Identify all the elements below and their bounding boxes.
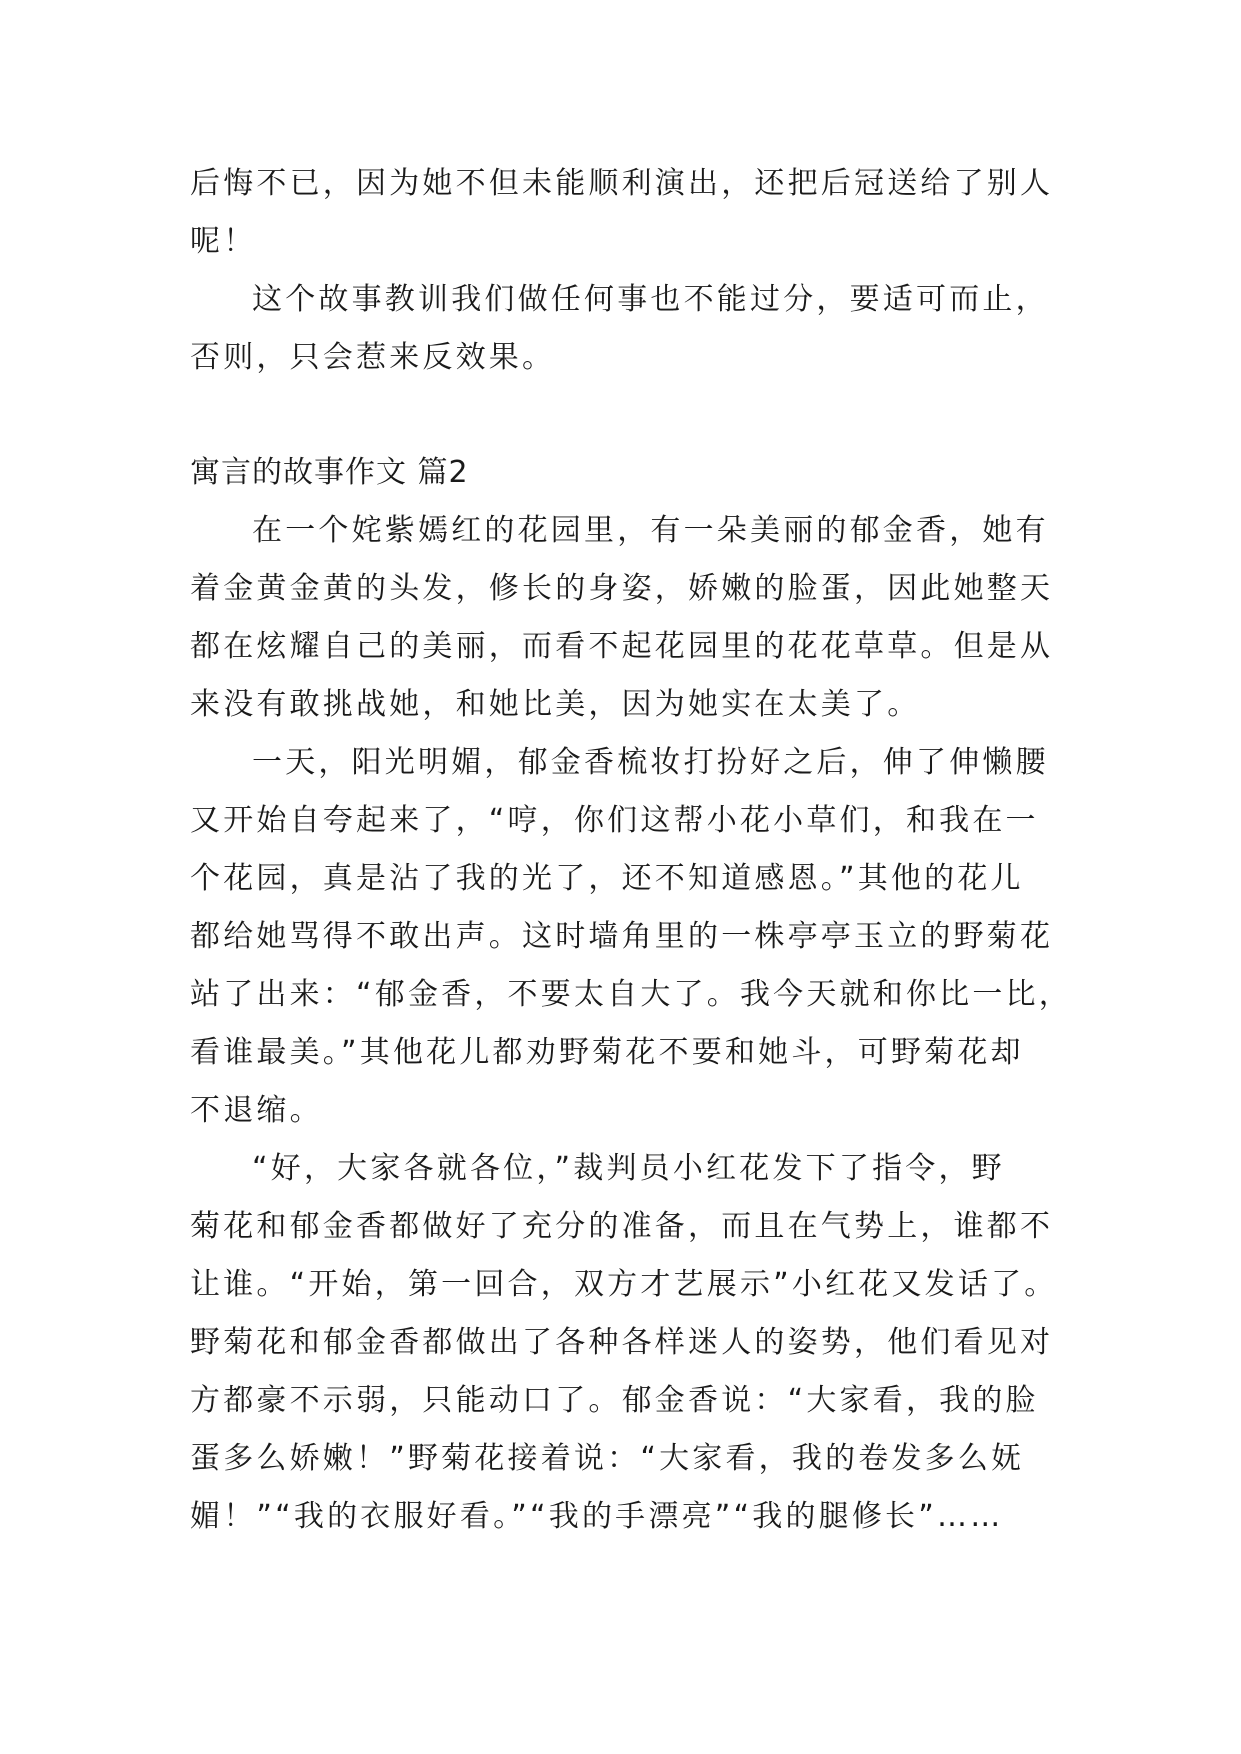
- paragraph-line: 着金黄金黄的头发，修长的身姿，娇嫩的脸蛋，因此她整天: [190, 571, 1054, 606]
- paragraph-line: 都在炫耀自己的美丽，而看不起花园里的花花草草。但是从: [190, 629, 1054, 664]
- paragraph-line: 个花园，真是沾了我的光了，还不知道感恩。”其他的花儿: [190, 861, 1024, 896]
- paragraph-line: 让谁。“开始，第一回合，双方才艺展示”小红花又发话了。: [190, 1267, 1058, 1302]
- paragraph-line: 否则，只会惹来反效果。: [190, 340, 556, 375]
- paragraph-line: 菊花和郁金香都做好了充分的准备，而且在气势上，谁都不: [190, 1209, 1054, 1244]
- paragraph-line: “好，大家各就各位，”裁判员小红花发下了指令，野: [252, 1151, 1005, 1186]
- paragraph-line: 都给她骂得不敢出声。这时墙角里的一株亭亭玉立的野菊花: [190, 919, 1054, 954]
- section-title: 寓言的故事作文 篇2: [190, 455, 469, 490]
- paragraph-line: 一天，阳光明媚，郁金香梳妆打扮好之后，伸了伸懒腰: [252, 745, 1049, 780]
- paragraph-line: 后悔不已，因为她不但未能顺利演出，还把后冠送给了别人: [190, 166, 1054, 201]
- paragraph-line: 看谁最美。”其他花儿都劝野菊花不要和她斗，可野菊花却: [190, 1035, 1024, 1070]
- paragraph-line: 媚！”“我的衣服好看。”“我的手漂亮”“我的腿修长”……: [190, 1499, 1004, 1534]
- paragraph-line: 又开始自夸起来了，“哼，你们这帮小花小草们，和我在一: [190, 803, 1039, 838]
- paragraph-line: 这个故事教训我们做任何事也不能过分，要适可而止，: [252, 282, 1049, 317]
- paragraph-line: 方都豪不示弱，只能动口了。郁金香说：“大家看，我的脸: [190, 1383, 1039, 1418]
- paragraph-line: 不退缩。: [190, 1093, 323, 1128]
- paragraph-line: 来没有敢挑战她，和她比美，因为她实在太美了。: [190, 687, 921, 722]
- paragraph-line: 在一个姹紫嫣红的花园里，有一朵美丽的郁金香，她有: [252, 513, 1049, 548]
- paragraph-line: 野菊花和郁金香都做出了各种各样迷人的姿势，他们看见对: [190, 1325, 1054, 1360]
- paragraph-line: 蛋多么娇嫩！”野菊花接着说：“大家看，我的卷发多么妩: [190, 1441, 1025, 1476]
- paragraph-line: 站了出来：“郁金香，不要太自大了。我今天就和你比一比，: [190, 977, 1072, 1012]
- paragraph-line: 呢！: [190, 224, 257, 259]
